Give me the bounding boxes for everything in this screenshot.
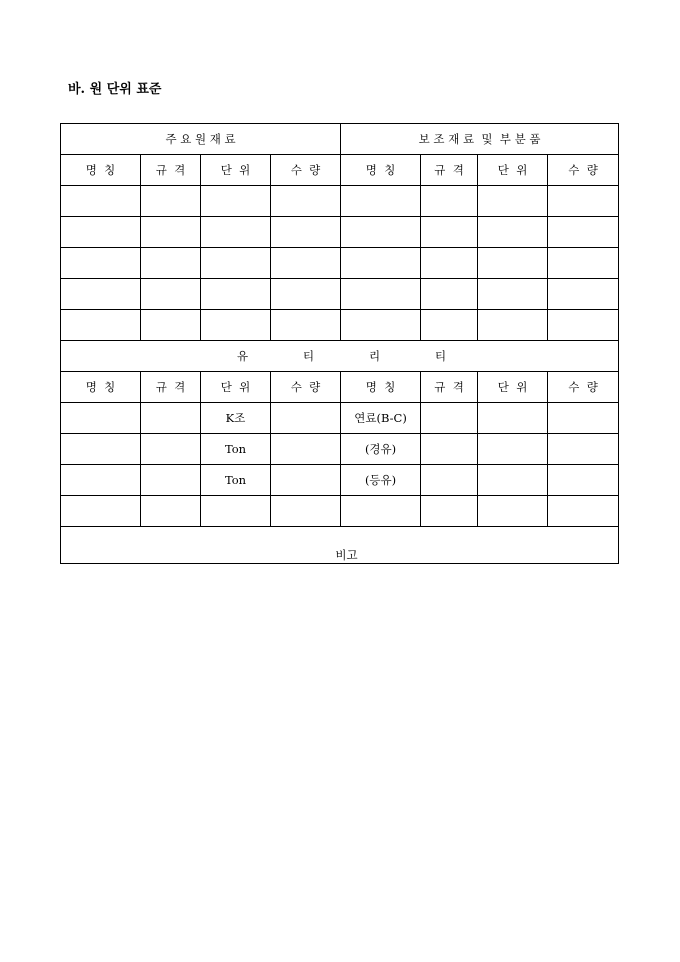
utility-unit-cell[interactable]: K조 xyxy=(201,403,271,434)
table-cell[interactable] xyxy=(341,217,421,248)
table-cell[interactable] xyxy=(141,403,201,434)
col-qty-header: 수 량 xyxy=(548,155,619,186)
section-heading: 바. 원 단위 표준 xyxy=(68,82,162,97)
utility-unit-cell[interactable]: Ton xyxy=(201,434,271,465)
table-cell[interactable] xyxy=(271,465,341,496)
table-cell[interactable] xyxy=(478,186,548,217)
column-header-row xyxy=(61,155,619,186)
table-cell[interactable] xyxy=(478,310,548,341)
col-name-header: 명 칭 xyxy=(61,155,141,186)
col-qty-header: 수 량 xyxy=(548,372,619,403)
utility-title-char: 티 xyxy=(434,349,447,363)
table-cell[interactable] xyxy=(61,279,141,310)
aux-material-header: 보 조 재 료 및 부 분 품 xyxy=(341,124,619,155)
col-name-header: 명 칭 xyxy=(341,155,421,186)
remarks-label: 비고 xyxy=(335,548,358,562)
utility-unit-cell[interactable] xyxy=(201,496,271,527)
utility-title-char: 티 xyxy=(302,349,315,363)
table-cell[interactable] xyxy=(421,496,478,527)
table-cell[interactable] xyxy=(421,279,478,310)
utility-header xyxy=(61,341,619,372)
table-cell[interactable] xyxy=(548,465,619,496)
table-cell[interactable] xyxy=(141,186,201,217)
utility-row xyxy=(61,434,619,465)
table-cell[interactable] xyxy=(548,279,619,310)
main-material-header: 주 요 원 재 료 xyxy=(61,124,341,155)
table-cell[interactable] xyxy=(421,465,478,496)
table-cell[interactable] xyxy=(141,496,201,527)
table-cell[interactable] xyxy=(341,279,421,310)
table-cell[interactable] xyxy=(61,496,141,527)
table-cell[interactable] xyxy=(341,248,421,279)
table-cell[interactable] xyxy=(141,310,201,341)
col-unit-header: 단 위 xyxy=(201,155,271,186)
utility-header-row xyxy=(61,341,619,372)
table-cell[interactable] xyxy=(141,434,201,465)
table-cell[interactable] xyxy=(61,248,141,279)
col-name-header: 명 칭 xyxy=(61,372,141,403)
table-cell[interactable] xyxy=(421,310,478,341)
table-cell[interactable] xyxy=(271,279,341,310)
table-cell[interactable] xyxy=(141,279,201,310)
col-qty-header: 수 량 xyxy=(271,155,341,186)
table-cell[interactable] xyxy=(61,186,141,217)
table-cell[interactable] xyxy=(478,496,548,527)
table-cell[interactable] xyxy=(271,217,341,248)
table-cell[interactable] xyxy=(201,186,271,217)
utility-unit-cell[interactable]: Ton xyxy=(201,465,271,496)
utility-row xyxy=(61,496,619,527)
table-cell[interactable] xyxy=(478,279,548,310)
table-cell[interactable] xyxy=(341,186,421,217)
table-cell[interactable] xyxy=(421,403,478,434)
table-cell[interactable] xyxy=(478,403,548,434)
table-cell[interactable] xyxy=(61,217,141,248)
table-cell[interactable] xyxy=(61,434,141,465)
col-unit-header: 단 위 xyxy=(201,372,271,403)
table-row xyxy=(61,217,619,248)
col-spec-header: 규 격 xyxy=(141,372,201,403)
col-unit-header: 단 위 xyxy=(478,372,548,403)
table-cell[interactable] xyxy=(141,217,201,248)
table-cell[interactable] xyxy=(421,248,478,279)
table-cell[interactable] xyxy=(548,310,619,341)
table-cell[interactable] xyxy=(478,465,548,496)
table-cell[interactable] xyxy=(421,434,478,465)
table-cell[interactable] xyxy=(201,248,271,279)
col-unit-header: 단 위 xyxy=(478,155,548,186)
table-cell[interactable] xyxy=(548,434,619,465)
column-header-row xyxy=(61,372,619,403)
table-cell[interactable] xyxy=(61,403,141,434)
table-cell[interactable] xyxy=(548,217,619,248)
utility-row xyxy=(61,465,619,496)
utility-title-char: 리 xyxy=(368,349,381,363)
table-cell[interactable] xyxy=(478,434,548,465)
col-name-header: 명 칭 xyxy=(341,372,421,403)
table-cell[interactable] xyxy=(478,217,548,248)
table-cell[interactable] xyxy=(341,310,421,341)
table-cell[interactable] xyxy=(271,186,341,217)
table-cell[interactable] xyxy=(548,496,619,527)
table-cell[interactable] xyxy=(548,248,619,279)
remarks-area[interactable] xyxy=(61,527,619,564)
table-cell[interactable] xyxy=(548,186,619,217)
table-cell[interactable] xyxy=(141,465,201,496)
col-spec-header: 규 격 xyxy=(421,372,478,403)
table-cell[interactable] xyxy=(201,217,271,248)
remarks-row xyxy=(61,527,619,564)
col-spec-header: 규 격 xyxy=(421,155,478,186)
utility-row xyxy=(61,403,619,434)
table-cell[interactable] xyxy=(271,310,341,341)
table-row xyxy=(61,186,619,217)
col-qty-header: 수 량 xyxy=(271,372,341,403)
table-cell[interactable] xyxy=(548,403,619,434)
table-cell[interactable] xyxy=(61,465,141,496)
table-cell[interactable] xyxy=(421,186,478,217)
table-row xyxy=(61,248,619,279)
table-cell[interactable] xyxy=(421,217,478,248)
utility-name-cell[interactable] xyxy=(341,496,421,527)
utility-title-char: 유 xyxy=(237,349,249,363)
table-cell[interactable] xyxy=(271,248,341,279)
material-group-header-row xyxy=(61,124,619,155)
utility-name-cell[interactable]: (경유) xyxy=(341,434,421,465)
table-cell[interactable] xyxy=(201,310,271,341)
table-cell[interactable] xyxy=(271,434,341,465)
col-spec-header: 규 격 xyxy=(141,155,201,186)
table-cell[interactable] xyxy=(271,496,341,527)
table-row xyxy=(61,310,619,341)
table-cell[interactable] xyxy=(271,403,341,434)
table-cell[interactable] xyxy=(141,248,201,279)
table-cell[interactable] xyxy=(201,279,271,310)
table-cell[interactable] xyxy=(478,248,548,279)
table-cell[interactable] xyxy=(61,310,141,341)
utility-name-cell[interactable]: (등유) xyxy=(341,465,421,496)
unit-standard-table xyxy=(60,123,619,564)
table-row xyxy=(61,279,619,310)
utility-name-cell[interactable]: 연료(B-C) xyxy=(341,403,421,434)
